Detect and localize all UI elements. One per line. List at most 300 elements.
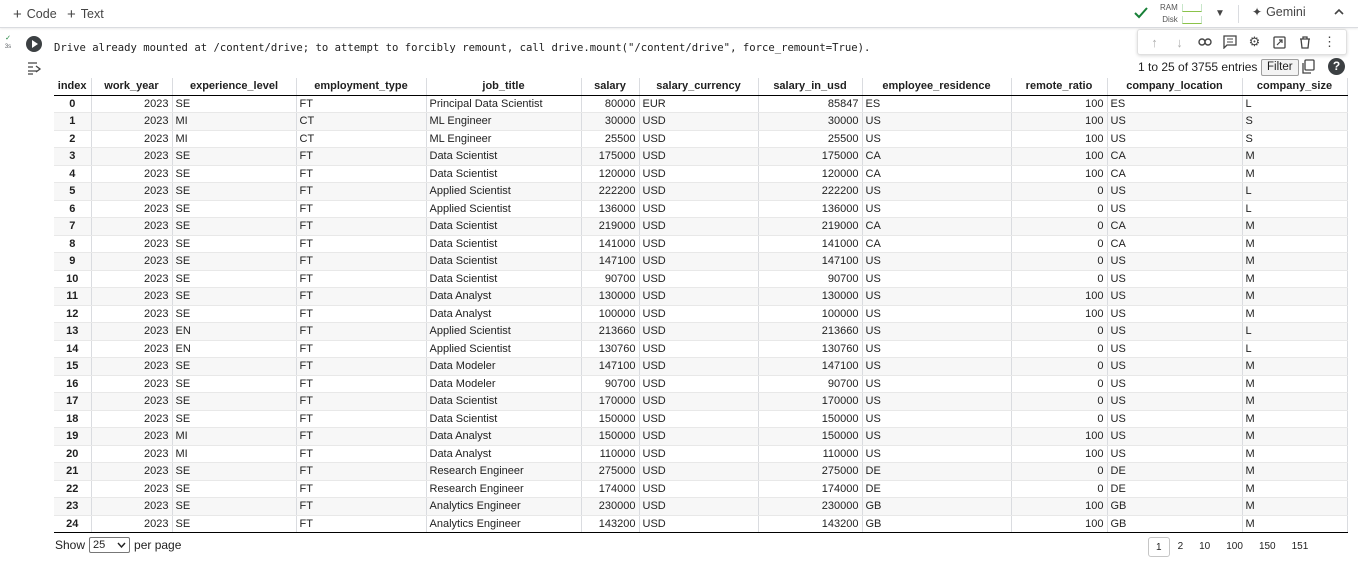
table-row [54,288,1347,306]
cell-company-location: ES [1107,95,1242,113]
cell-employee-residence: US [862,428,1011,446]
cell-job-title: Data Analyst [426,305,581,323]
cell-employment-type: FT [296,445,426,463]
cell-salary: 100000 [581,305,639,323]
column-header-salary-in-usd[interactable]: salary_in_usd [758,78,862,95]
cell-salary-in-usd: 90700 [758,270,862,288]
cell-salary-in-usd: 275000 [758,463,862,481]
cell-salary-in-usd: 147100 [758,358,862,376]
cell-work-year: 2023 [91,410,172,428]
table-body [54,95,1347,533]
cell-salary: 130760 [581,340,639,358]
cell-company-location: CA [1107,235,1242,253]
cell-index: 3 [54,148,91,166]
table-row [54,183,1347,201]
cell-company-location: US [1107,393,1242,411]
cell-salary: 219000 [581,218,639,236]
cell-company-size: L [1242,183,1347,201]
cell-work-year: 2023 [91,340,172,358]
cell-index: 10 [54,270,91,288]
cell-employee-residence: US [862,113,1011,131]
cell-experience-level: MI [172,445,296,463]
cell-employment-type: FT [296,428,426,446]
table-row [54,515,1347,533]
cell-salary-in-usd: 222200 [758,183,862,201]
cell-company-size: M [1242,235,1347,253]
plus-icon: + [67,5,76,23]
cell-company-location: GB [1107,515,1242,533]
cell-job-title: Data Modeler [426,358,581,376]
cell-index: 16 [54,375,91,393]
cell-index: 7 [54,218,91,236]
column-header-employee-residence[interactable]: employee_residence [862,78,1011,95]
cell-salary: 110000 [581,445,639,463]
cell-salary-in-usd: 90700 [758,375,862,393]
page-button[interactable]: 100 [1226,541,1243,552]
cell-execution-status [3,34,13,52]
cell-job-title: Applied Scientist [426,340,581,358]
cell-company-location: US [1107,183,1242,201]
cell-remote-ratio: 0 [1011,253,1107,271]
open-in-tab-icon[interactable] [1272,34,1288,50]
cell-salary-in-usd: 150000 [758,428,862,446]
cell-remote-ratio: 0 [1011,393,1107,411]
cell-company-size: M [1242,393,1347,411]
cell-salary-currency: USD [639,463,758,481]
cell-employment-type: FT [296,235,426,253]
cell-employment-type: FT [296,218,426,236]
cell-index: 9 [54,253,91,271]
cell-job-title: ML Engineer [426,113,581,131]
cell-experience-level: SE [172,498,296,516]
table-row [54,130,1347,148]
cell-experience-level: EN [172,340,296,358]
add-text-button[interactable] [67,5,104,23]
cell-employee-residence: US [862,375,1011,393]
cell-experience-level: EN [172,323,296,341]
column-header-salary-currency[interactable]: salary_currency [639,78,758,95]
ram-label: RAM [1160,3,1178,12]
cell-index: 14 [54,340,91,358]
cell-experience-level: SE [172,183,296,201]
cell-work-year: 2023 [91,445,172,463]
cell-company-location: US [1107,200,1242,218]
cell-job-title: Data Scientist [426,165,581,183]
cell-index: 23 [54,498,91,516]
show-label: Show [55,538,86,552]
cell-employee-residence: CA [862,148,1011,166]
cell-remote-ratio: 100 [1011,130,1107,148]
table-row [54,358,1347,376]
cell-job-title: Data Scientist [426,218,581,236]
cell-employee-residence: US [862,323,1011,341]
cell-index: 5 [54,183,91,201]
cell-employee-residence: US [862,200,1011,218]
cell-employment-type: FT [296,253,426,271]
cell-index: 11 [54,288,91,306]
cell-company-size: L [1242,340,1347,358]
cell-company-location: US [1107,358,1242,376]
cell-salary: 222200 [581,183,639,201]
comment-icon[interactable] [1222,34,1238,50]
cell-company-location: US [1107,253,1242,271]
cell-company-size: M [1242,288,1347,306]
cell-salary: 174000 [581,480,639,498]
cell-company-location: DE [1107,480,1242,498]
cell-salary: 80000 [581,95,639,113]
cell-remote-ratio: 0 [1011,235,1107,253]
entries-info: 1 to 25 of 3755 entries [1138,60,1258,74]
cell-work-year: 2023 [91,515,172,533]
cell-experience-level: SE [172,358,296,376]
cell-salary-currency: USD [639,253,758,271]
cell-company-size: M [1242,480,1347,498]
cell-salary-currency: USD [639,323,758,341]
column-header-company-size[interactable]: company_size [1242,78,1347,95]
cell-work-year: 2023 [91,218,172,236]
cell-salary-currency: USD [639,183,758,201]
cell-company-location: CA [1107,148,1242,166]
cell-index: 18 [54,410,91,428]
cell-remote-ratio: 100 [1011,288,1107,306]
cell-salary-currency: USD [639,410,758,428]
cell-employee-residence: US [862,288,1011,306]
cell-experience-level: MI [172,130,296,148]
cell-work-year: 2023 [91,393,172,411]
cell-company-size: M [1242,515,1347,533]
cell-index: 22 [54,480,91,498]
column-header-work-year[interactable]: work_year [91,78,172,95]
cell-remote-ratio: 100 [1011,95,1107,113]
cell-experience-level: SE [172,305,296,323]
cell-experience-level: SE [172,218,296,236]
per-page-label: per page [134,538,182,552]
page-button[interactable]: 10 [1199,541,1211,552]
cell-remote-ratio: 0 [1011,218,1107,236]
cell-experience-level: SE [172,165,296,183]
cell-employee-residence: ES [862,95,1011,113]
cell-work-year: 2023 [91,270,172,288]
table-row [54,253,1347,271]
cell-salary-currency: USD [639,130,758,148]
cell-remote-ratio: 0 [1011,183,1107,201]
cell-salary-in-usd: 136000 [758,200,862,218]
cell-salary-currency: USD [639,165,758,183]
table-row [54,463,1347,481]
cell-job-title: Principal Data Scientist [426,95,581,113]
page-button[interactable]: 150 [1258,541,1276,552]
filter-button[interactable]: Filter [1261,59,1299,76]
cell-salary-in-usd: 130000 [758,288,862,306]
cell-employment-type: FT [296,463,426,481]
cell-employee-residence: GB [862,515,1011,533]
cell-salary: 143200 [581,515,639,533]
page-button[interactable]: 151 [1291,541,1309,552]
cell-salary-in-usd: 120000 [758,165,862,183]
cell-job-title: Applied Scientist [426,200,581,218]
cell-remote-ratio: 0 [1011,480,1107,498]
resource-monitor[interactable] [1160,2,1202,26]
page-size-control [55,537,181,553]
cell-salary-in-usd: 219000 [758,218,862,236]
cell-index: 20 [54,445,91,463]
cell-work-year: 2023 [91,148,172,166]
cell-company-location: US [1107,410,1242,428]
cell-salary-in-usd: 130760 [758,340,862,358]
table-row [54,428,1347,446]
cell-salary-in-usd: 174000 [758,480,862,498]
cell-employee-residence: US [862,305,1011,323]
connected-check-icon [1133,4,1149,22]
cell-salary-in-usd: 170000 [758,393,862,411]
cell-salary-currency: USD [639,218,758,236]
cell-work-year: 2023 [91,183,172,201]
cell-salary-in-usd: 230000 [758,498,862,516]
cell-employment-type: FT [296,393,426,411]
cell-job-title: Data Scientist [426,235,581,253]
cell-salary-in-usd: 143200 [758,515,862,533]
cell-remote-ratio: 100 [1011,113,1107,131]
cell-employment-type: FT [296,340,426,358]
cell-employment-type: CT [296,130,426,148]
cell-work-year: 2023 [91,253,172,271]
settings-gear-icon[interactable]: ⚙ [1248,34,1261,49]
cell-work-year: 2023 [91,288,172,306]
cell-experience-level: SE [172,253,296,271]
cell-work-year: 2023 [91,113,172,131]
cell-remote-ratio: 0 [1011,270,1107,288]
cell-company-location: US [1107,375,1242,393]
cell-experience-level: SE [172,375,296,393]
add-code-button[interactable] [13,5,57,23]
cell-salary-in-usd: 213660 [758,323,862,341]
cell-company-location: US [1107,270,1242,288]
cell-job-title: Research Engineer [426,480,581,498]
cell-salary: 150000 [581,410,639,428]
cell-company-location: US [1107,428,1242,446]
cell-salary: 275000 [581,463,639,481]
column-header-remote-ratio[interactable]: remote_ratio [1011,78,1107,95]
cell-remote-ratio: 100 [1011,445,1107,463]
cell-company-location: US [1107,130,1242,148]
cell-salary-currency: USD [639,428,758,446]
cell-employee-residence: CA [862,218,1011,236]
data-table [54,78,1348,533]
cell-work-year: 2023 [91,235,172,253]
cell-work-year: 2023 [91,130,172,148]
cell-salary: 170000 [581,393,639,411]
cell-index: 13 [54,323,91,341]
cell-index: 24 [54,515,91,533]
cell-company-location: US [1107,305,1242,323]
cell-remote-ratio: 100 [1011,428,1107,446]
page-button[interactable]: 1 [1148,537,1170,557]
cell-salary-in-usd: 147100 [758,253,862,271]
table-row [54,393,1347,411]
cell-employment-type: FT [296,410,426,428]
cell-job-title: Data Scientist [426,410,581,428]
cell-employee-residence: US [862,445,1011,463]
cell-company-location: US [1107,323,1242,341]
cell-remote-ratio: 0 [1011,375,1107,393]
cell-employee-residence: US [862,410,1011,428]
cell-employee-residence: US [862,253,1011,271]
cell-salary: 136000 [581,200,639,218]
cell-employment-type: FT [296,375,426,393]
cell-employment-type: FT [296,183,426,201]
add-code-label: Code [26,7,57,21]
cell-company-size: M [1242,218,1347,236]
cell-company-size: M [1242,270,1347,288]
cell-employee-residence: DE [862,463,1011,481]
cell-work-year: 2023 [91,428,172,446]
cell-salary-currency: EUR [639,95,758,113]
cell-employee-residence: US [862,270,1011,288]
column-header-job-title[interactable]: job_title [426,78,581,95]
disk-bar [1182,16,1202,24]
cell-remote-ratio: 0 [1011,340,1107,358]
cell-remote-ratio: 0 [1011,463,1107,481]
cell-job-title: Data Analyst [426,288,581,306]
cell-company-size: M [1242,305,1347,323]
cell-company-location: US [1107,288,1242,306]
cell-employment-type: FT [296,270,426,288]
cell-index: 0 [54,95,91,113]
cell-remote-ratio: 0 [1011,358,1107,376]
cell-salary-in-usd: 100000 [758,305,862,323]
cell-salary-currency: USD [639,445,758,463]
cell-salary: 25500 [581,130,639,148]
runtime-dropdown-icon[interactable]: ▼ [1215,8,1225,19]
cell-index: 4 [54,165,91,183]
cell-experience-level: SE [172,463,296,481]
table-row [54,410,1347,428]
cell-employee-residence: DE [862,480,1011,498]
cell-salary: 147100 [581,358,639,376]
table-row [54,445,1347,463]
cell-salary-currency: USD [639,235,758,253]
cell-company-size: M [1242,358,1347,376]
cell-employment-type: FT [296,288,426,306]
cell-company-location: CA [1107,165,1242,183]
cell-salary-in-usd: 141000 [758,235,862,253]
cell-remote-ratio: 100 [1011,165,1107,183]
delete-trash-icon[interactable] [1297,34,1313,50]
link-icon[interactable] [1197,34,1213,50]
page-button[interactable]: 2 [1177,541,1184,552]
output-actions-icon[interactable] [27,61,43,75]
cell-company-size: S [1242,130,1347,148]
cell-index: 1 [54,113,91,131]
column-header-index[interactable]: index [54,78,91,95]
table-row [54,148,1347,166]
cell-salary: 120000 [581,165,639,183]
move-up-icon[interactable]: ↑ [1151,34,1158,50]
cell-salary-currency: USD [639,305,758,323]
cell-index: 15 [54,358,91,376]
cell-employment-type: FT [296,148,426,166]
cell-company-location: GB [1107,498,1242,516]
cell-experience-level: SE [172,393,296,411]
cell-employee-residence: US [862,358,1011,376]
help-icon[interactable]: ? [1328,58,1345,75]
cell-company-location: US [1107,445,1242,463]
cell-job-title: Data Modeler [426,375,581,393]
cell-employment-type: CT [296,113,426,131]
cell-employment-type: FT [296,200,426,218]
cell-experience-level: SE [172,410,296,428]
table-row [54,113,1347,131]
cell-job-title: Applied Scientist [426,183,581,201]
cell-employee-residence: CA [862,235,1011,253]
table-row [54,95,1347,113]
cell-salary: 230000 [581,498,639,516]
cell-job-title: Data Scientist [426,148,581,166]
table-header-row [54,78,1347,95]
cell-work-year: 2023 [91,165,172,183]
cell-index: 19 [54,428,91,446]
cell-salary-currency: USD [639,200,758,218]
cell-employee-residence: US [862,393,1011,411]
column-header-company-location[interactable]: company_location [1107,78,1242,95]
cell-index: 17 [54,393,91,411]
cell-job-title: Data Scientist [426,393,581,411]
cell-job-title: Data Scientist [426,253,581,271]
cell-remote-ratio: 100 [1011,305,1107,323]
cell-employment-type: FT [296,498,426,516]
table-row [54,323,1347,341]
cell-company-location: US [1107,113,1242,131]
table-row [54,498,1347,516]
cell-salary-currency: USD [639,288,758,306]
cell-index: 8 [54,235,91,253]
run-cell-button[interactable] [26,36,42,52]
cell-salary-in-usd: 150000 [758,410,862,428]
cell-employment-type: FT [296,515,426,533]
column-header-experience-level[interactable]: experience_level [172,78,296,95]
page-size-select[interactable] [89,537,130,553]
add-text-label: Text [80,7,104,21]
column-header-employment-type[interactable]: employment_type [296,78,426,95]
table-row [54,235,1347,253]
cell-employment-type: FT [296,358,426,376]
cell-employment-type: FT [296,305,426,323]
cell-job-title: Research Engineer [426,463,581,481]
more-options-icon[interactable]: ⋮ [1323,34,1336,49]
cell-salary-currency: USD [639,375,758,393]
cell-employment-type: FT [296,95,426,113]
move-down-icon[interactable]: ↓ [1176,34,1183,50]
cell-company-location: CA [1107,218,1242,236]
cell-job-title: Analytics Engineer [426,515,581,533]
disk-label: Disk [1162,15,1178,24]
cell-salary: 147100 [581,253,639,271]
cell-company-size: M [1242,375,1347,393]
cell-remote-ratio: 100 [1011,515,1107,533]
collapse-chevron-icon[interactable] [1333,6,1345,18]
gemini-button[interactable] [1252,5,1306,19]
gemini-label: Gemini [1266,5,1306,19]
cell-output-text: Drive already mounted at /content/drive; to attempt to forcibly remount, call drive.mount("/content/drive", force_remount=True). [54,42,871,54]
cell-remote-ratio: 100 [1011,148,1107,166]
column-header-salary[interactable]: salary [581,78,639,95]
copy-icon[interactable] [1301,59,1315,74]
cell-salary: 30000 [581,113,639,131]
cell-company-size: M [1242,165,1347,183]
cell-index: 21 [54,463,91,481]
cell-work-year: 2023 [91,305,172,323]
gemini-sparkle-icon: ✦ [1252,5,1263,19]
